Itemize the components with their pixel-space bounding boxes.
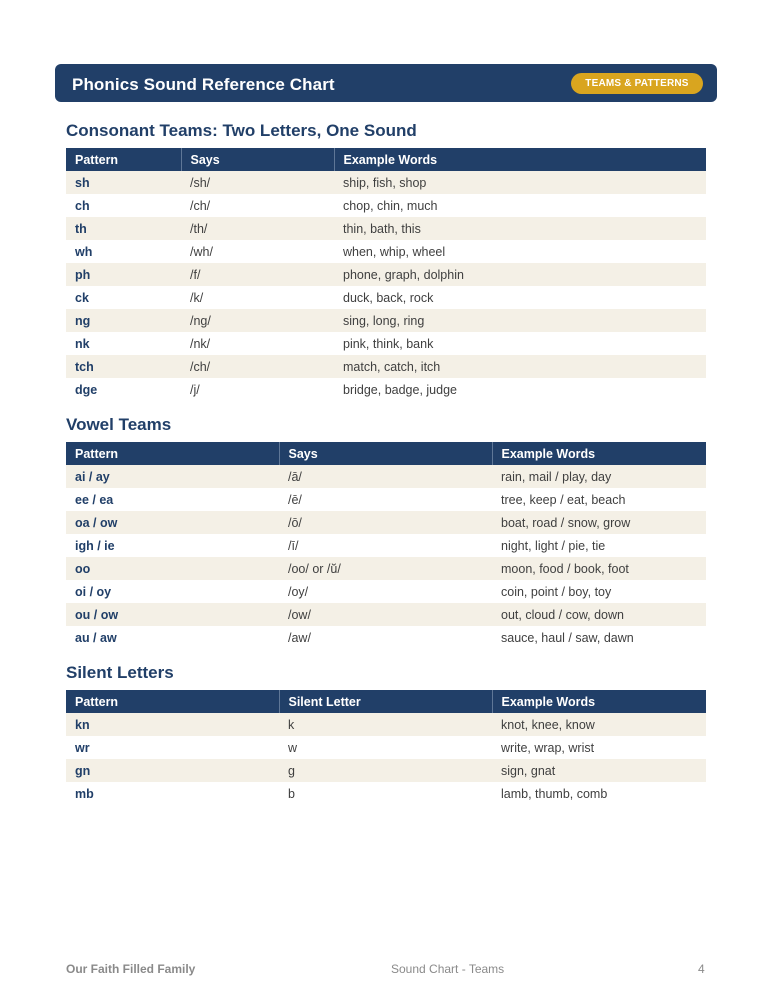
silent-section-title: Silent Letters	[66, 663, 174, 682]
pattern-cell: gn	[66, 759, 279, 782]
pattern-cell: ng	[66, 309, 181, 332]
column-header: Says	[279, 442, 492, 465]
pattern-cell: th	[66, 217, 181, 240]
example-words-cell: thin, bath, this	[334, 217, 706, 240]
table-row	[66, 603, 706, 626]
sound-cell: /j/	[181, 378, 334, 401]
silent-letter-cell: b	[279, 782, 492, 805]
table-row	[66, 534, 706, 557]
sound-cell: /oy/	[279, 580, 492, 603]
table-row	[66, 626, 706, 649]
pattern-cell: oi / oy	[66, 580, 279, 603]
pattern-cell: ou / ow	[66, 603, 279, 626]
silent-letter-cell: w	[279, 736, 492, 759]
table-header-row	[66, 148, 706, 171]
sound-cell: /sh/	[181, 171, 334, 194]
example-words-cell: boat, road / snow, grow	[492, 511, 706, 534]
footer-document-name: Sound Chart - Teams	[391, 962, 505, 976]
sound-cell: /th/	[181, 217, 334, 240]
vowel-section-title: Vowel Teams	[66, 415, 172, 434]
header-bar	[55, 64, 717, 102]
consonant-table	[66, 148, 706, 401]
table-row	[66, 240, 706, 263]
example-words-cell: lamb, thumb, comb	[492, 782, 706, 805]
table-row	[66, 557, 706, 580]
column-header: Example Words	[492, 442, 706, 465]
example-words-cell: write, wrap, wrist	[492, 736, 706, 759]
sound-cell: /ā/	[279, 465, 492, 488]
example-words-cell: when, whip, wheel	[334, 240, 706, 263]
column-header: Pattern	[66, 690, 279, 713]
table-header-row	[66, 442, 706, 465]
silent-table	[66, 690, 706, 805]
column-header: Pattern	[66, 442, 279, 465]
example-words-cell: tree, keep / eat, beach	[492, 488, 706, 511]
vowel-table	[66, 442, 706, 649]
sound-cell: /nk/	[181, 332, 334, 355]
sound-cell: /ī/	[279, 534, 492, 557]
sound-cell: /ē/	[279, 488, 492, 511]
table-row	[66, 194, 706, 217]
pattern-cell: ee / ea	[66, 488, 279, 511]
silent-letter-cell: g	[279, 759, 492, 782]
footer-brand: Our Faith Filled Family	[66, 962, 196, 976]
sound-cell: /ng/	[181, 309, 334, 332]
example-words-cell: coin, point / boy, toy	[492, 580, 706, 603]
pattern-cell: ph	[66, 263, 181, 286]
sound-cell: /ō/	[279, 511, 492, 534]
sound-cell: /f/	[181, 263, 334, 286]
column-header: Says	[181, 148, 334, 171]
example-words-cell: sauce, haul / saw, dawn	[492, 626, 706, 649]
pattern-cell: ai / ay	[66, 465, 279, 488]
category-badge: TEAMS & PATTERNS	[571, 73, 703, 94]
pattern-cell: dge	[66, 378, 181, 401]
table-row	[66, 263, 706, 286]
table-row	[66, 580, 706, 603]
table-row	[66, 309, 706, 332]
example-words-cell: sing, long, ring	[334, 309, 706, 332]
table-row	[66, 355, 706, 378]
pattern-cell: kn	[66, 713, 279, 736]
sound-cell: /ow/	[279, 603, 492, 626]
table-row	[66, 736, 706, 759]
sound-cell: /oo/ or /ŭ/	[279, 557, 492, 580]
pattern-cell: oo	[66, 557, 279, 580]
example-words-cell: pink, think, bank	[334, 332, 706, 355]
sound-cell: /aw/	[279, 626, 492, 649]
table-row	[66, 759, 706, 782]
pattern-cell: wh	[66, 240, 181, 263]
table-row	[66, 332, 706, 355]
example-words-cell: duck, back, rock	[334, 286, 706, 309]
pattern-cell: nk	[66, 332, 181, 355]
pattern-cell: igh / ie	[66, 534, 279, 557]
pattern-cell: mb	[66, 782, 279, 805]
page-number: 4	[698, 962, 705, 976]
pattern-cell: ch	[66, 194, 181, 217]
table-row	[66, 171, 706, 194]
table-row	[66, 217, 706, 240]
example-words-cell: sign, gnat	[492, 759, 706, 782]
example-words-cell: chop, chin, much	[334, 194, 706, 217]
table-row	[66, 488, 706, 511]
pattern-cell: oa / ow	[66, 511, 279, 534]
pattern-cell: tch	[66, 355, 181, 378]
table-row	[66, 286, 706, 309]
table-row	[66, 465, 706, 488]
column-header: Example Words	[334, 148, 706, 171]
page-title: Phonics Sound Reference Chart	[72, 75, 335, 94]
pattern-cell: au / aw	[66, 626, 279, 649]
table-row	[66, 511, 706, 534]
sound-cell: /ch/	[181, 355, 334, 378]
example-words-cell: ship, fish, shop	[334, 171, 706, 194]
consonant-table-body	[66, 171, 706, 401]
sound-cell: /k/	[181, 286, 334, 309]
table-row	[66, 713, 706, 736]
example-words-cell: phone, graph, dolphin	[334, 263, 706, 286]
consonant-section-title: Consonant Teams: Two Letters, One Sound	[66, 121, 417, 140]
pattern-cell: ck	[66, 286, 181, 309]
silent-letter-cell: k	[279, 713, 492, 736]
example-words-cell: match, catch, itch	[334, 355, 706, 378]
pattern-cell: sh	[66, 171, 181, 194]
example-words-cell: night, light / pie, tie	[492, 534, 706, 557]
column-header: Pattern	[66, 148, 181, 171]
silent-table-body	[66, 713, 706, 805]
column-header: Silent Letter	[279, 690, 492, 713]
pattern-cell: wr	[66, 736, 279, 759]
vowel-table-body	[66, 465, 706, 649]
example-words-cell: knot, knee, know	[492, 713, 706, 736]
example-words-cell: rain, mail / play, day	[492, 465, 706, 488]
table-row	[66, 378, 706, 401]
column-header: Example Words	[492, 690, 706, 713]
example-words-cell: out, cloud / cow, down	[492, 603, 706, 626]
sound-cell: /wh/	[181, 240, 334, 263]
sound-cell: /ch/	[181, 194, 334, 217]
example-words-cell: bridge, badge, judge	[334, 378, 706, 401]
example-words-cell: moon, food / book, foot	[492, 557, 706, 580]
table-row	[66, 782, 706, 805]
table-header-row	[66, 690, 706, 713]
